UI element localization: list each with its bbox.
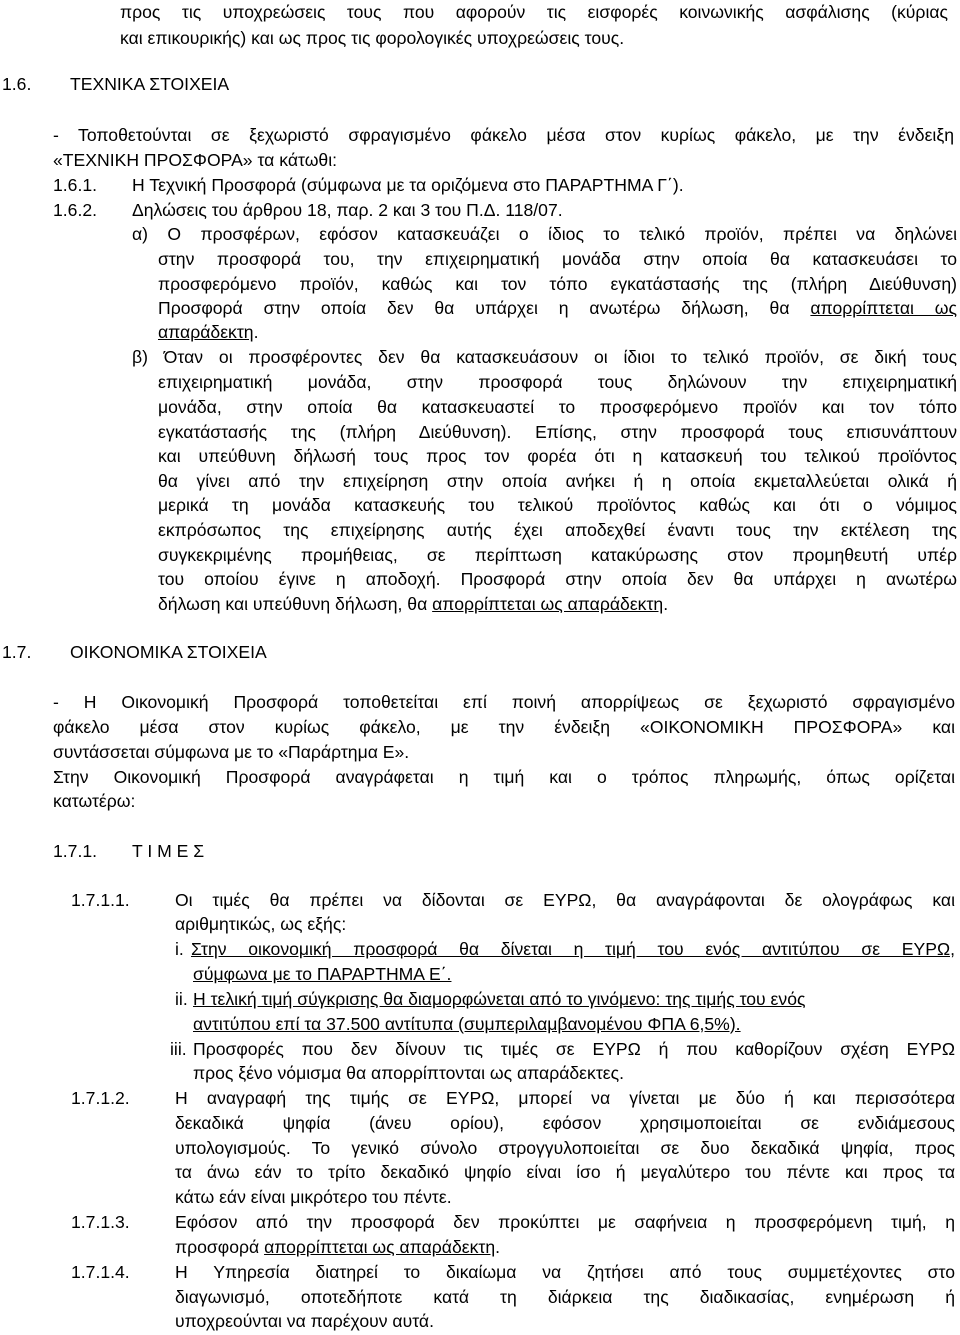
paragraph-line [158, 593, 668, 615]
paragraph-line: Η Υπηρεσία διατηρεί το δικαίωμα να ζητήσει από τους συμμετέχοντες στο [175, 1262, 955, 1282]
text-span: . [253, 322, 259, 342]
text-span: προσφορά [175, 1237, 265, 1257]
underlined-text: Στην οικονομική προσφορά θα δίνεται η τιμή του ενός αντιτύπου σε ΕΥΡΩ, [191, 939, 955, 959]
section-title: ΤΕΧΝΙΚΑ ΣΤΟΙΧΕΙΑ [70, 74, 230, 94]
paragraph-line: Η αναγραφή της τιμής σε ΕΥΡΩ, μπορεί να γίνεται με δύο ή και περισσότερα [175, 1088, 955, 1108]
item-text: Η Τεχνική Προσφορά (σύμφωνα με τα οριζόμενα στο ΠΑΡΑΡΤΗΜΑ Γ΄). [132, 175, 684, 195]
underlined-text: απορρίπτεται ως [810, 298, 958, 318]
intro-line: και επικουρικής) και ως προς τις φορολογικές υποχρεώσεις τους. [120, 28, 625, 48]
paragraph-line: προσφερόμενο προϊόν, καθώς και τον τόπο εγκατάστασής της (πλήρη Διεύθυνση) [158, 274, 957, 294]
paragraph-line: - Τοποθετούνται σε ξεχωριστό σφραγισμένο φάκελο μέσα στον κυρίως φάκελο, με την ένδειξη [53, 125, 954, 145]
paragraph-line: θα γίνει από την επιχείρηση στην οποία ανήκει ή η οποία εκμεταλλεύεται ολικά ή [158, 471, 957, 491]
subsection-number: 1.7.1. [53, 841, 98, 861]
roman-item-line: Προσφορές που δεν δίνουν τις τιμές σε ΕΥΡΩ ή που καθορίζουν σχέση ΕΥΡΩ [193, 1039, 955, 1059]
roman-item-line [191, 938, 955, 960]
paragraph-line: επιχειρηματική μονάδα, στην προσφορά τους δηλώνουν την επιχειρηματική [158, 372, 957, 392]
paragraph-line: δεκαδικά ψηφία (άνευ ορίου), εφόσον χρησιμοποιείται σε ενδιάμεσους [175, 1113, 955, 1133]
text-span: . [495, 1237, 501, 1257]
paragraph-line: Εφόσον από την προσφορά δεν προκύπτει με σαφήνεια η προσφερόμενη τιμή, η [175, 1212, 955, 1232]
paragraph-line [158, 321, 258, 343]
item-number: 1.6.2. [53, 200, 98, 220]
roman-number: iii. [170, 1039, 187, 1059]
item-number: 1.7.1.2. [71, 1088, 130, 1108]
paragraph-line [175, 1236, 500, 1258]
paragraph-line: - Η Οικονομική Προσφορά τοποθετείται επί ποινή απορρίψεως σε ξεχωριστό σφραγισμένο [53, 692, 955, 712]
item-number: 1.6.1. [53, 175, 98, 195]
paragraph-line: κατωτέρω: [53, 791, 136, 811]
roman-number: ii. [175, 989, 188, 1009]
paragraph-line: φάκελο μέσα στον κυρίως φάκελο, με την ένδειξη «ΟΙΚΟΝΟΜΙΚΗ ΠΡΟΣΦΟΡΑ» και [53, 717, 955, 737]
paragraph-line: και υπεύθυνη δήλωσή τους προς τον φορέα ότι η κατασκευή του τελικού προϊόντος [158, 446, 957, 466]
paragraph-line: τα άνω εάν το τρίτο δεκαδικό ψηφίο είναι ίσο ή μεγαλύτερο του πέντε και προς τα [175, 1162, 955, 1182]
item-text: Δηλώσεις του άρθρου 18, παρ. 2 και 3 του Π.Δ. 118/07. [132, 200, 563, 220]
section-number: 1.6. [2, 74, 32, 94]
paragraph-line: συντάσσεται σύμφωνα με το «Παράρτημα Ε». [53, 742, 410, 762]
underlined-text: Η τελική τιμή σύγκρισης θα διαμορφώνεται από το γινόμενο: της τιμής του ενός [193, 989, 806, 1009]
underlined-text: αντιτύπου επί τα 37.500 αντίτυπα (συμπεριλαμβανομένου ΦΠΑ 6,5%). [193, 1014, 741, 1034]
paragraph-line: β) Όταν οι προσφέροντες δεν θα κατασκευάσουν οι ίδιοι το τελικό προϊόν, σε δική τους [132, 347, 957, 367]
paragraph-line: μερικά τη μονάδα κατασκευής του τελικού προϊόντος καθώς και ότι ο νόμιμος [158, 495, 957, 515]
text-span: Προσφορά στην οποία δεν θα υπάρχει η ανωτέρω δήλωση, θα [158, 298, 790, 318]
roman-item-line: προς ξένο νόμισμα θα απορρίπτονται ως απαράδεκτες. [193, 1063, 624, 1083]
item-number: 1.7.1.4. [71, 1262, 130, 1282]
paragraph-line: αριθμητικώς, ως εξής: [175, 914, 347, 934]
underlined-text: απορρίπτεται ως απαράδεκτη [264, 1237, 496, 1257]
intro-line: προς τις υποχρεώσεις τους που αφορούν τις εισφορές κοινωνικής ασφάλισης (κύριας [120, 2, 948, 22]
paragraph-line: εγκατάστασής της (πλήρη Διεύθυνση). Επίσης, στην προσφορά τους επισυνάπτουν [158, 422, 957, 442]
paragraph-line: κάτω εάν είναι μικρότερο του πέντε. [175, 1187, 452, 1207]
roman-item-line [193, 963, 451, 985]
roman-number: i. [175, 939, 184, 959]
paragraph-line: μονάδα, στην οποία θα κατασκευαστεί το προσφερόμενο προϊόν και τον τόπο [158, 397, 957, 417]
paragraph-line: Οι τιμές θα πρέπει να δίδονται σε ΕΥΡΩ, θα αναγράφονται δε ολογράφως και [175, 890, 955, 910]
underlined-text: σύμφωνα με το ΠΑΡΑΡΤΗΜΑ Ε΄. [193, 964, 452, 984]
paragraph-line: «ΤΕΧΝΙΚΗ ΠΡΟΣΦΟΡΑ» τα κάτωθι: [53, 150, 338, 170]
paragraph-line: Στην Οικονομική Προσφορά αναγράφεται η τιμή και ο τρόπος πληρωμής, όπως ορίζεται [53, 767, 955, 787]
item-number: 1.7.1.3. [71, 1212, 130, 1232]
paragraph-line: διαγωνισμό, οποτεδήποτε κατά τη διάρκεια της διαδικασίας, ενημέρωση ή [175, 1287, 955, 1307]
paragraph-line [158, 297, 957, 319]
text-span: δήλωση και υπεύθυνη δήλωση, θα [158, 594, 433, 614]
paragraph-line: υποχρεούνται να παρέχουν αυτά. [175, 1311, 434, 1331]
paragraph-line: εκπρόσωπος της επιχείρησης αυτής έχει αποδεχθεί έναντι τους την εκτέλεση της [158, 520, 957, 540]
underlined-text: απαράδεκτη [158, 322, 254, 342]
item-number: 1.7.1.1. [71, 890, 130, 910]
paragraph-line: α) Ο προσφέρων, εφόσον κατασκευάζει ο ίδιος το τελικό προϊόν, πρέπει να δηλώνει [132, 224, 957, 244]
underlined-text: απορρίπτεται ως απαράδεκτη [432, 594, 664, 614]
section-title: ΟΙΚΟΝΟΜΙΚΑ ΣΤΟΙΧΕΙΑ [70, 642, 267, 662]
section-number: 1.7. [2, 642, 32, 662]
text-span: . [663, 594, 669, 614]
paragraph-line: στην προσφορά του, την επιχειρηματική μονάδα στην οποία θα κατασκευάσει το [158, 249, 957, 269]
paragraph-line: υπολογισμούς. Το γενικό σύνολο στρογγυλοποιείται σε δυο δεκαδικά ψηφία, προς [175, 1138, 955, 1158]
paragraph-line: του οποίου έγινε η αποδοχή. Προσφορά στην οποία δεν θα υπάρχει η ανωτέρω [158, 569, 957, 589]
roman-item-line [193, 1013, 741, 1035]
roman-item-line [193, 988, 805, 1010]
subsection-title: Τ Ι Μ Ε Σ [132, 841, 205, 861]
paragraph-line: συγκεκριμένης προμήθειας, σε περίπτωση κατακύρωσης στον προμηθευτή υπέρ [158, 545, 957, 565]
